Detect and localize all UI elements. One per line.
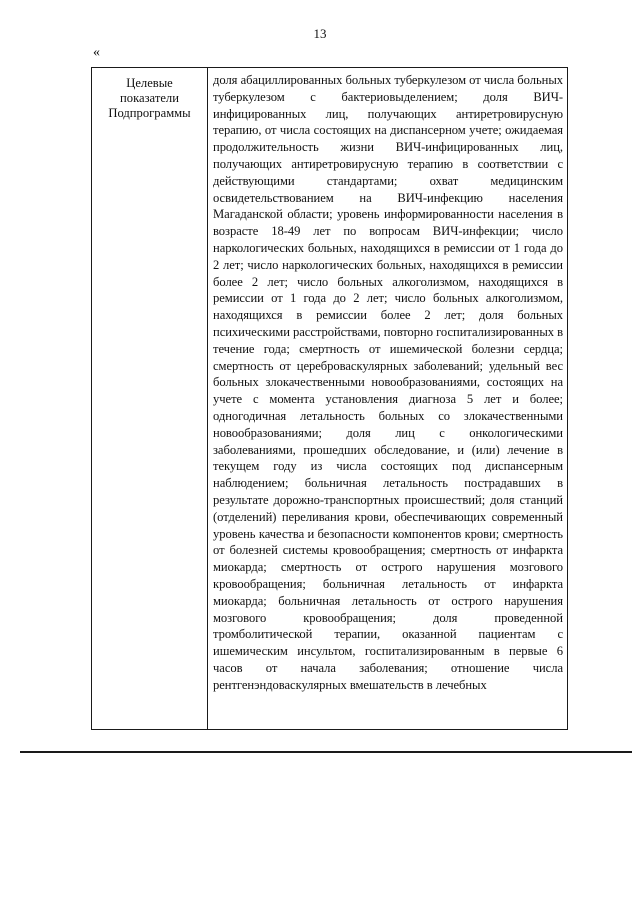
program-targets-table xyxy=(91,67,568,730)
table-label-cell xyxy=(92,68,208,729)
page-bottom-divider xyxy=(20,751,632,753)
label-line-1: Целевые xyxy=(126,76,173,90)
label-line-2: показатели xyxy=(120,91,179,106)
table-content-cell xyxy=(208,68,567,729)
page-number: 13 xyxy=(313,26,327,41)
label-line-3: Подпрограммы xyxy=(108,106,191,121)
opening-quote-mark: « xyxy=(93,45,100,60)
target-indicators-text: доля абациллированных больных туберкулезом от числа больных туберкулезом с бактериовыделением; доля ВИЧ-инфицированных лиц, получающих антиретровирусную терапию, от числа состоящих на диспансерном учете; ожидаемая продолжительность жизни ВИЧ-инфицированных лиц, получающих антиретровирусную терапию в соответствии с действующими стандартами; охват медицинским освидетельствованием на ВИЧ-инфекцию населения Магаданской области; уровень информированности населения в возрасте 18-49 лет по вопросам ВИЧ-инфекции; число наркологических больных, находящихся в ремиссии от 1 года до 2 лет; число наркологических больных, находящихся в ремиссии более 2 лет; число больных алкоголизмом, находящихся в ремиссии от 1 года до 2 лет; число больных алкоголизмом, находящихся в ремиссии более 2 лет; доля больных психическими расстройствами, повторно госпитализированных в течение года; смертность от ишемической болезни сердца; смертность от цереброваскулярных заболеваний; удельный вес больных злокачественными новообразованиями, состоящих на учете с момента установления диагноза 5 лет и более; одногодичная летальность больных со злокачественными новообразованиями; доля лиц с онкологическими заболеваниями, прошедших обследование, и (или) лечение в текущем году из числа состоящих под диспансерным наблюдением; больничная летальность пострадавших в результате дорожно-транспортных происшествий; доля станций (отделений) переливания крови, обеспечивающих современный уровень качества и безопасности компонентов крови; смертность от болезней системы кровообращения; смертность от инфаркта миокарда; смертность от острого нарушения мозгового кровообращения; больничная летальность от инфаркта миокарда; больничная летальность от острого нарушения мозгового кровообращения; доля проведенной тромболитической терапии, оказанной пациентам с ишемическим инсультом, госпитализированным в первые 6 часов от начала заболевания; отношение числа рентгенэндоваскулярных вмешательств в лечебных xyxy=(213,73,563,692)
